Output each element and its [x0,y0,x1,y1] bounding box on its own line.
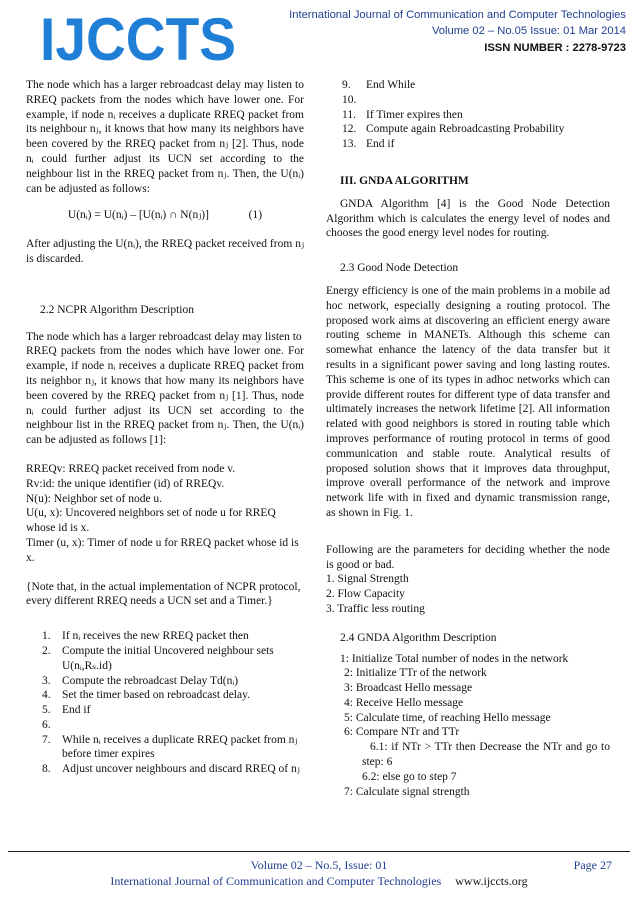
paragraph-ncpr-b: RREQ packets from the nodes which have lower one. For example, if node nᵢ receives a duplicate RREQ packet from its neighbor nⱼ, it knows that how many its neighbors have been covered by the RREQ packet from nⱼ [1]. Thus, node nᵢ could further adjust its UCN set according to the neighbour list in the RREQ packet from nⱼ. Then, the U(nᵢ) can be adjusted as follows [1]: [26,345,304,447]
step-number: 7. [42,733,51,746]
step-text: If nᵢ receives the new RREQ packet then [62,630,249,643]
step-number: 1. [42,630,51,643]
list-item: 6: Compare NTr and TTr [344,726,460,739]
page-number: Page 27 [573,858,612,872]
section-2-2-heading: 2.2 NCPR Algorithm Description [40,303,194,316]
step-text: Compute the rebroadcast Delay Td(nᵢ) [62,674,239,687]
implementation-note [26,580,304,610]
step-text [362,93,610,108]
paragraph-after-adjust: After adjusting the U(nᵢ), the RREQ packet received from nⱼ is discarded. [26,238,304,265]
list-item [26,674,304,689]
section-2-4-heading: 2.4 GNDA Algorithm Description [340,631,497,644]
step-number: 12. [342,123,357,136]
step-number: 4. [42,689,51,702]
volume-issue: Volume 02 – No.05 Issue: 01 Mar 2014 [431,25,626,37]
step-number: 5. [42,704,51,717]
svg-text:IJCCTS: IJCCTS [40,8,236,68]
step-text [62,718,304,733]
definition-item: Rv:id: the unique identifier (id) of RREQv. [26,477,225,490]
list-item [26,718,304,733]
footer-journal-name: International Journal of Communication and Computer Technologies [110,874,442,888]
step-number: 6. [42,718,51,731]
list-item [326,78,610,93]
note-line: {Note that, in the actual implementation of NCPR protocol, [26,580,301,593]
journal-name: International Journal of Communication and Computer Technologies [289,9,626,21]
gnda-algorithm-steps [326,652,610,800]
section-2-3-heading: 2.3 Good Node Detection [340,262,459,275]
step-number: 13. [342,138,357,151]
list-item: 1. Signal Strength [326,573,409,586]
list-item [26,629,304,644]
left-column [26,78,304,777]
list-item: 6.1: if NTr > TTr then Decrease the NTr and go to step: 6 [362,741,610,769]
footer-journal [0,874,638,889]
list-item: 6.2: else go to step 7 [362,770,457,783]
equation-number: (1) [248,209,263,222]
step-text: Adjust uncover neighbours and discard RREQ of nⱼ [62,763,300,776]
step-number: 2. [42,644,51,657]
equation-text: U(nᵢ) = U(nᵢ) – [U(nᵢ) ∩ N(nⱼ)] [67,209,209,222]
ncpr-steps [26,629,304,777]
footer-volume: Volume 02 – No.5, Issue: 01 [250,858,388,872]
step-number: 11. [342,108,356,121]
ncpr-steps-continued [326,78,610,152]
list-item: 1: Initialize Total number of nodes in the network [340,652,569,665]
parameter-list [326,572,610,616]
list-item [26,762,304,777]
equation-1 [26,208,304,223]
paragraph-ncpr-a: The node which has a larger rebroadcast delay may listen to [26,330,302,343]
footer-divider [8,851,630,852]
step-text: End if [366,138,395,151]
list-item [26,688,304,703]
paragraph-energy: Energy efficiency is one of the main problems in a mobile ad hoc network, especially designing a routing protocol. The proposed work aims at discovering an efficient energy aware routing scheme in MANETs. Although this scheme can somewhat enhance the latency of the data transfer but it results in a significant power saving and long lasting routes. This scheme is one of its types in adhoc networks which can provide different routes for different type of data transfer and ultimately increases the network lifetime [2]. All information related with good neighbors is stored in routing table which improves performance of routing protocol in terms of good communication and stable route. Analytical results of proposed solution shows that it improves data throughput, improve overall performance of the network and improve network life with in fixed and dynamic transmission range, as shown in Fig. 1. [326,284,610,519]
note-line: every different RREQ needs a UCN set and a Timer.} [26,595,273,608]
list-item [326,137,610,152]
issn-number: ISSN NUMBER : 2278-9723 [484,42,626,54]
paragraph-rebroadcast: The node which has a larger rebroadcast delay may listen to RREQ packets from the nodes which have lower one. For example, if node nᵢ receives a duplicate RREQ packet from its neighbour nⱼ, it knows that how many its neighbors have been covered by the RREQ packet from nⱼ [2]. Thus, node nᵢ could further adjust its UCN set according to the neighbour list in the RREQ packet from nⱼ. Then, the U(nᵢ) can be adjusted as follows: [26,79,304,195]
definition-item: Timer (u, x): Timer of node u for RREQ packet whose id is x. [26,536,299,564]
step-number: 10. [342,93,357,106]
step-text: Set the timer based on rebroadcast delay. [62,689,250,702]
step-text: While nᵢ receives a duplicate RREQ packet from nⱼ before timer expires [62,733,298,761]
footer-url[interactable]: www.ijccts.org [455,874,528,888]
list-item: 3: Broadcast Hello message [344,682,473,695]
definitions-list [26,462,304,566]
list-item [26,733,304,763]
list-item [326,122,610,137]
journal-logo [40,8,236,68]
definition-item: U(u, x): Uncovered neighbors set of node u for RREQ whose id is x. [26,507,276,535]
step-text: Compute again Rebroadcasting Probability [366,123,565,136]
list-item: 7: Calculate signal strength [344,785,470,798]
step-text: If Timer expires then [366,108,463,121]
definition-item: RREQv: RREQ packet received from node v. [26,462,236,475]
step-number: 8. [42,763,51,776]
step-text: Compute the initial Uncovered neighbour sets U(nᵢ,Rₛ.id) [62,644,274,672]
step-text: End While [366,79,416,91]
definition-item: N(u): Neighbor set of node u. [26,492,163,505]
step-number: 9. [342,79,351,91]
paragraph-parameters: Following are the parameters for deciding whether the node is good or bad. [326,543,610,571]
right-column [326,78,610,799]
list-item: 5: Calculate time, of reaching Hello message [344,711,551,724]
step-number: 3. [42,674,51,687]
section-3-heading: III. GNDA ALGORITHM [340,174,469,187]
step-text: End if [62,704,91,717]
list-item [26,703,304,718]
list-item [326,108,610,123]
list-item: 2. Flow Capacity [326,588,405,601]
list-item [26,644,304,674]
list-item [326,93,610,108]
paragraph-gnda: GNDA Algorithm [4] is the Good Node Detection Algorithm which is calculates the energy level of nodes and chooses the good energy level nodes for routing. [326,197,610,240]
list-item: 2: Initialize TTr of the network [344,667,487,680]
list-item: 4: Receive Hello message [344,696,464,709]
list-item: 3. Traffic less routing [326,602,425,615]
